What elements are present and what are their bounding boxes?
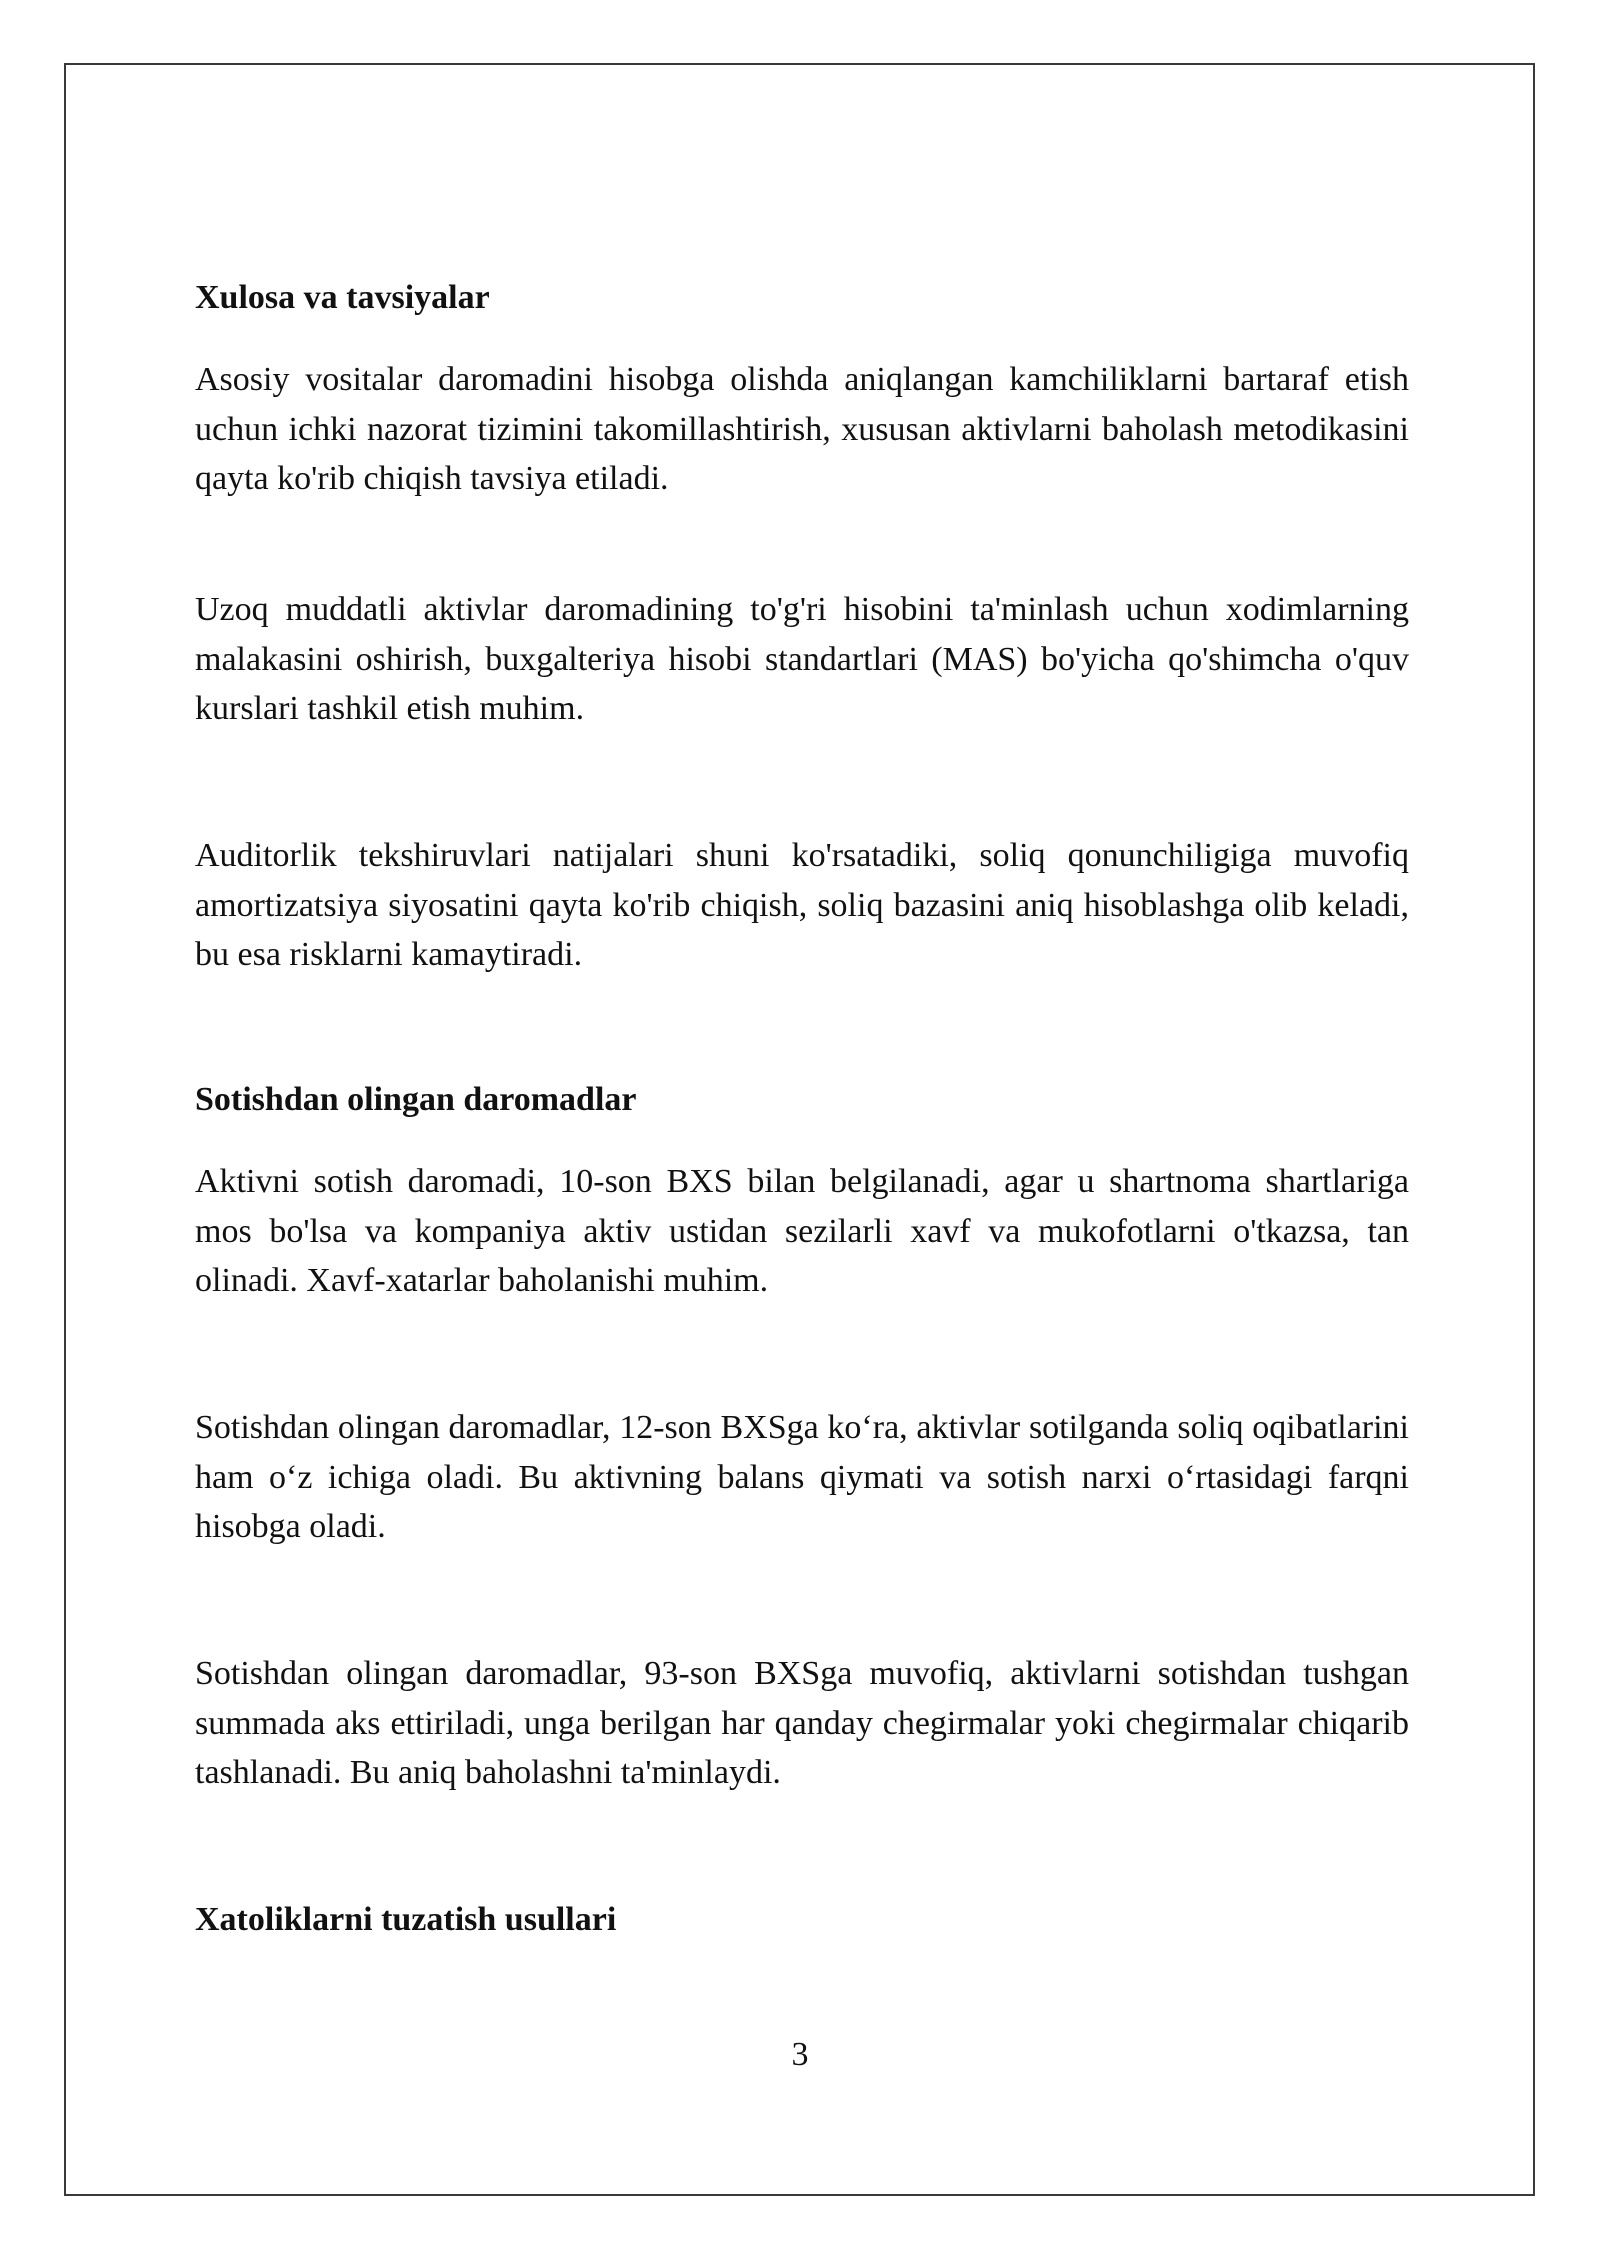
- page-number: 3: [791, 2036, 809, 2073]
- paragraph: Auditorlik tekshiruvlari natijalari shuni ko'rsatadiki, soliq qonunchiligiga muvofiq amortizatsiya siyosatini qayta ko'rib chiqish, soliq bazasini aniq hisoblashga olib keladi, bu esa risklarni kamaytiradi.: [195, 837, 1409, 973]
- paragraph: Uzoq muddatli aktivlar daromadining to'g'ri hisobini ta'minlash uchun xodimlarning malakasini oshirish, buxgalteriya hisobi standartlari (MAS) bo'yicha qo'shimcha o'quv kurslari tashkil etish muhim.: [195, 591, 1409, 727]
- section-heading-conclusions: Xulosa va tavsiyalar: [195, 279, 490, 316]
- paragraph: Sotishdan olingan daromadlar, 12-son BXSga ko‘ra, aktivlar sotilganda soliq oqibatlarini ham o‘z ichiga oladi. Bu aktivning balans qiymati va sotish narxi o‘rtasidagi farqni hisobga oladi.: [195, 1409, 1409, 1545]
- paragraph: Aktivni sotish daromadi, 10-son BXS bilan belgilanadi, agar u shartnoma shartlariga mos bo'lsa va kompaniya aktiv ustidan sezilarli xavf va mukofotlarni o'tkazsa, tan olinadi. Xavf-xatarlar baholanishi muhim.: [195, 1163, 1409, 1299]
- paragraph: Sotishdan olingan daromadlar, 93-son BXSga muvofiq, aktivlarni sotishdan tushgan summada aks ettiriladi, unga berilgan har qanday chegirmalar yoki chegirmalar chiqarib tashlanadi. Bu aniq baholashni ta'minlaydi.: [195, 1655, 1409, 1791]
- section-heading-error-correction: Xatoliklarni tuzatish usullari: [195, 1901, 617, 1938]
- section-heading-sales-revenue: Sotishdan olingan daromadlar: [195, 1081, 637, 1118]
- paragraph: Asosiy vositalar daromadini hisobga olishda aniqlangan kamchiliklarni bartaraf etish uchun ichki nazorat tizimini takomillashtirish, xususan aktivlarni baholash metodikasini qayta ko'rib chiqish tavsiya etiladi.: [195, 361, 1409, 497]
